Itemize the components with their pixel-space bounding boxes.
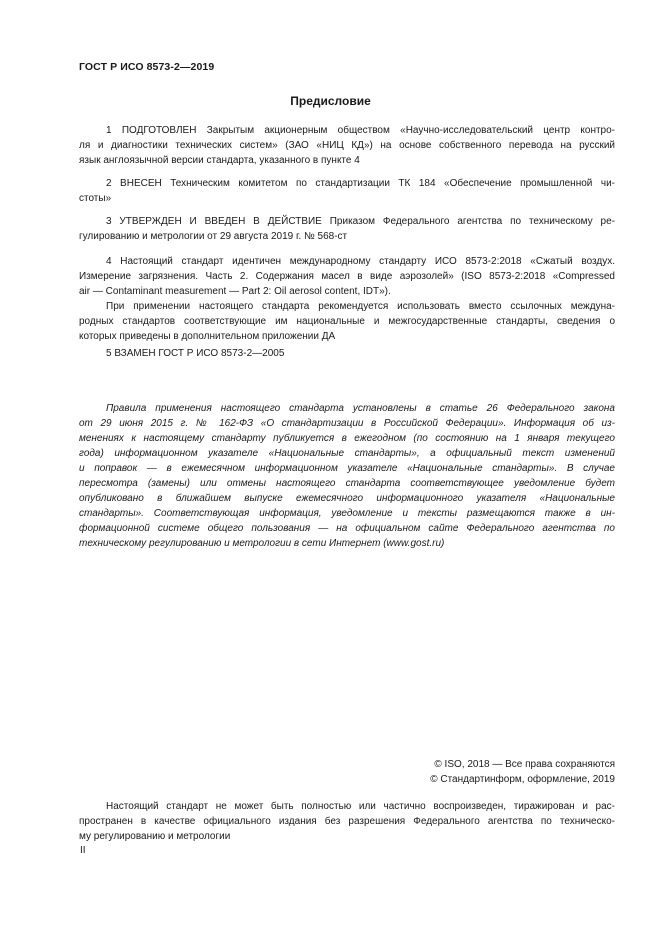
- paragraph-identical-standard: [79, 254, 615, 344]
- reproduction-notice: [79, 799, 615, 844]
- text-line: менениях к настоящему стандарту публикуется в ежегодном (по состоянию на 1 января текущего: [79, 433, 615, 444]
- text-line: язык англоязычной версии стандарта, указанного в пункте 4: [79, 155, 360, 166]
- text-line: от 29 июня 2015 г. № 162-ФЗ «О стандартизации в Российской Федерации». Информация об из-: [79, 418, 615, 429]
- text-line: и поправок — в ежемесячном информационном указателе «Национальные стандарты». В случае: [79, 463, 615, 474]
- text-line: которых приведены в дополнительном приложении ДА: [79, 331, 336, 342]
- text-line: 3 УТВЕРЖДЕН И ВВЕДЕН В ДЕЙСТВИЕ Приказом Федерального агентства по техническому ре-: [106, 216, 615, 227]
- copyright-block: [430, 757, 615, 787]
- text-line: Правила применения настоящего стандарта установлены в статье 26 Федерального закона: [106, 403, 615, 414]
- text-line: пространен в качестве официального издания без разрешения Федерального агентства по техническо-: [79, 816, 615, 827]
- text-line: му регулированию и метрологии: [79, 831, 231, 842]
- paragraph-introduced: [79, 176, 615, 206]
- text-line: стоты»: [79, 193, 112, 204]
- text-line: формационной системе общего пользования — на официальном сайте Федерального агентства по: [79, 523, 615, 534]
- text-line: air — Contaminant measurement — Part 2: Oil aerosol content, IDT»).: [79, 286, 391, 297]
- text-line: опубликовано в ближайшем выпуске ежемесячного информационного указателя «Национальные: [79, 493, 615, 504]
- page-title: Предисловие: [290, 94, 371, 108]
- text-line: Измерение загрязнения. Часть 2. Содержания масел в виде аэрозолей» (ISO 8573-2:2018 «Compressed: [79, 271, 615, 282]
- text-line: 2 ВНЕСЕН Техническим комитетом по стандартизации ТК 184 «Обеспечение промышленной чи-: [106, 178, 615, 189]
- paragraph-prepared: [79, 123, 615, 168]
- copyright-standartinform: © Стандартинформ, оформление, 2019: [430, 774, 615, 785]
- text-line: 1 ПОДГОТОВЛЕН Закрытым акционерным обществом «Научно-исследовательский центр контро-: [106, 125, 615, 136]
- text-line: техническому регулированию и метрологии в сети Интернет (www.gost.ru): [79, 538, 445, 549]
- text-line: 4 Настоящий стандарт идентичен международному стандарту ИСО 8573-2:2018 «Сжатый воздух.: [106, 256, 615, 267]
- text-line: родных стандартов соответствующие им национальные и межгосударственные стандарты, сведения о: [79, 316, 615, 327]
- paragraph-approved: [79, 214, 615, 244]
- text-line: года) информационном указателе «Национальные стандарты», а официальный текст изменений: [79, 448, 615, 459]
- paragraph-replaces: [79, 346, 615, 361]
- text-line: гулированию и метрологии от 29 августа 2019 г. № 568-ст: [79, 231, 348, 242]
- text-line: стандарты». Соответствующая информация, уведомление и тексты размещаются также в ин-: [79, 508, 615, 519]
- page-number: II: [80, 845, 86, 856]
- text-line: пересмотра (замены) или отмены настоящего стандарта соответствующее уведомление будет: [79, 478, 615, 489]
- document-code-header: ГОСТ Р ИСО 8573-2—2019: [79, 61, 215, 73]
- text-line: 5 ВЗАМЕН ГОСТ Р ИСО 8573-2—2005: [106, 348, 285, 359]
- copyright-iso: © ISO, 2018 — Все права сохраняются: [434, 759, 615, 770]
- notice-block: [79, 401, 615, 551]
- text-line: ля и диагностики технических систем» (ЗАО «НИЦ КД») на основе собственного перевода на русский: [79, 140, 615, 151]
- text-line: При применении настоящего стандарта рекомендуется использовать вместо ссылочных междуна-: [106, 301, 615, 312]
- text-line: Настоящий стандарт не может быть полностью или частично воспроизведен, тиражирован и рас-: [106, 801, 615, 812]
